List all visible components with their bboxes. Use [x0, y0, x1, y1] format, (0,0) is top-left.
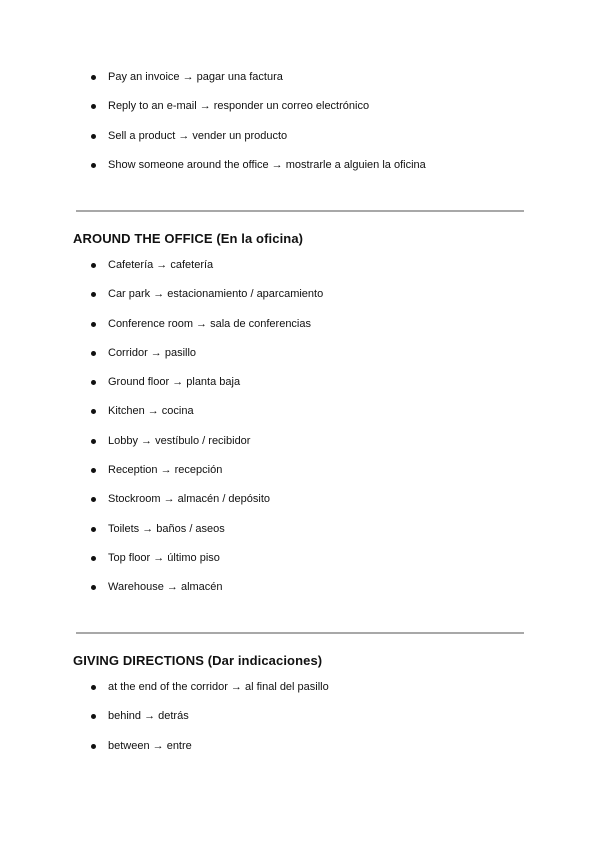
- list-item-text: Sell a product → vender un producto: [108, 129, 288, 142]
- bullet-icon: [91, 263, 96, 268]
- list-item: [0, 160, 600, 189]
- bullet-icon: [91, 322, 96, 327]
- section-heading-directions: GIVING DIRECTIONS (Dar indicaciones): [73, 653, 323, 668]
- list-item-text: Cafetería → cafetería: [108, 259, 214, 271]
- list-item: [0, 131, 600, 160]
- list-item-text: Warehouse → almacén: [108, 581, 223, 594]
- list-item-text: Top floor → último piso: [108, 551, 220, 564]
- bullet-icon: [91, 351, 96, 356]
- list-item: [0, 553, 600, 582]
- list-item-text: Reception → recepción: [108, 464, 223, 477]
- bullet-icon: [91, 468, 96, 473]
- list-item-text: behind → detrás: [108, 710, 189, 723]
- list-item-text: Show someone around the office → mostrarle a alguien la oficina: [108, 158, 426, 171]
- list-item-text: Lobby → vestíbulo / recibidor: [108, 434, 251, 447]
- bullet-icon: [91, 439, 96, 444]
- list-item-text: between → entre: [108, 739, 192, 752]
- list-item: [0, 289, 600, 318]
- bullet-icon: [91, 685, 96, 690]
- list-item: [0, 711, 600, 740]
- bullet-icon: [91, 585, 96, 590]
- section-divider: [76, 632, 524, 634]
- list-item-text: Ground floor → planta baja: [108, 376, 241, 389]
- bullet-icon: [91, 104, 96, 109]
- list-item: [0, 436, 600, 465]
- bullet-icon: [91, 556, 96, 561]
- bullet-icon: [91, 380, 96, 385]
- bullet-icon: [91, 527, 96, 532]
- list-item: [0, 582, 600, 611]
- section-divider: [76, 210, 524, 212]
- list-item-text: Conference room → sala de conferencias: [108, 317, 311, 330]
- bullet-icon: [91, 75, 96, 80]
- list-item: [0, 101, 600, 130]
- section-heading-office: AROUND THE OFFICE (En la oficina): [73, 231, 304, 246]
- bullet-icon: [91, 134, 96, 139]
- bullet-icon: [91, 744, 96, 749]
- office-actions-list: [0, 72, 600, 189]
- bullet-icon: [91, 292, 96, 297]
- list-item: [0, 348, 600, 377]
- list-item-text: Car park → estacionamiento / aparcamiento: [108, 288, 324, 301]
- bullet-icon: [91, 714, 96, 719]
- list-item-text: Pay an invoice → pagar una factura: [108, 71, 283, 83]
- list-item: [0, 72, 600, 101]
- bullet-icon: [91, 163, 96, 168]
- list-item: [0, 260, 600, 289]
- bullet-icon: [91, 497, 96, 502]
- list-item-text: Toilets → baños / aseos: [108, 522, 225, 535]
- list-item-text: Stockroom → almacén / depósito: [108, 493, 271, 506]
- list-item: [0, 319, 600, 348]
- list-item: [0, 741, 600, 770]
- list-item-text: Corridor → pasillo: [108, 346, 197, 359]
- list-item: [0, 524, 600, 553]
- list-item: [0, 406, 600, 435]
- list-item-text: at the end of the corridor → al final del pasillo: [108, 681, 329, 693]
- office-vocabulary-list: [0, 260, 600, 612]
- list-item: [0, 465, 600, 494]
- directions-vocabulary-list: [0, 682, 600, 770]
- list-item-text: Kitchen → cocina: [108, 405, 194, 418]
- list-item-text: Reply to an e-mail → responder un correo electrónico: [108, 100, 370, 113]
- bullet-icon: [91, 409, 96, 414]
- list-item: [0, 494, 600, 523]
- list-item: [0, 682, 600, 711]
- list-item: [0, 377, 600, 406]
